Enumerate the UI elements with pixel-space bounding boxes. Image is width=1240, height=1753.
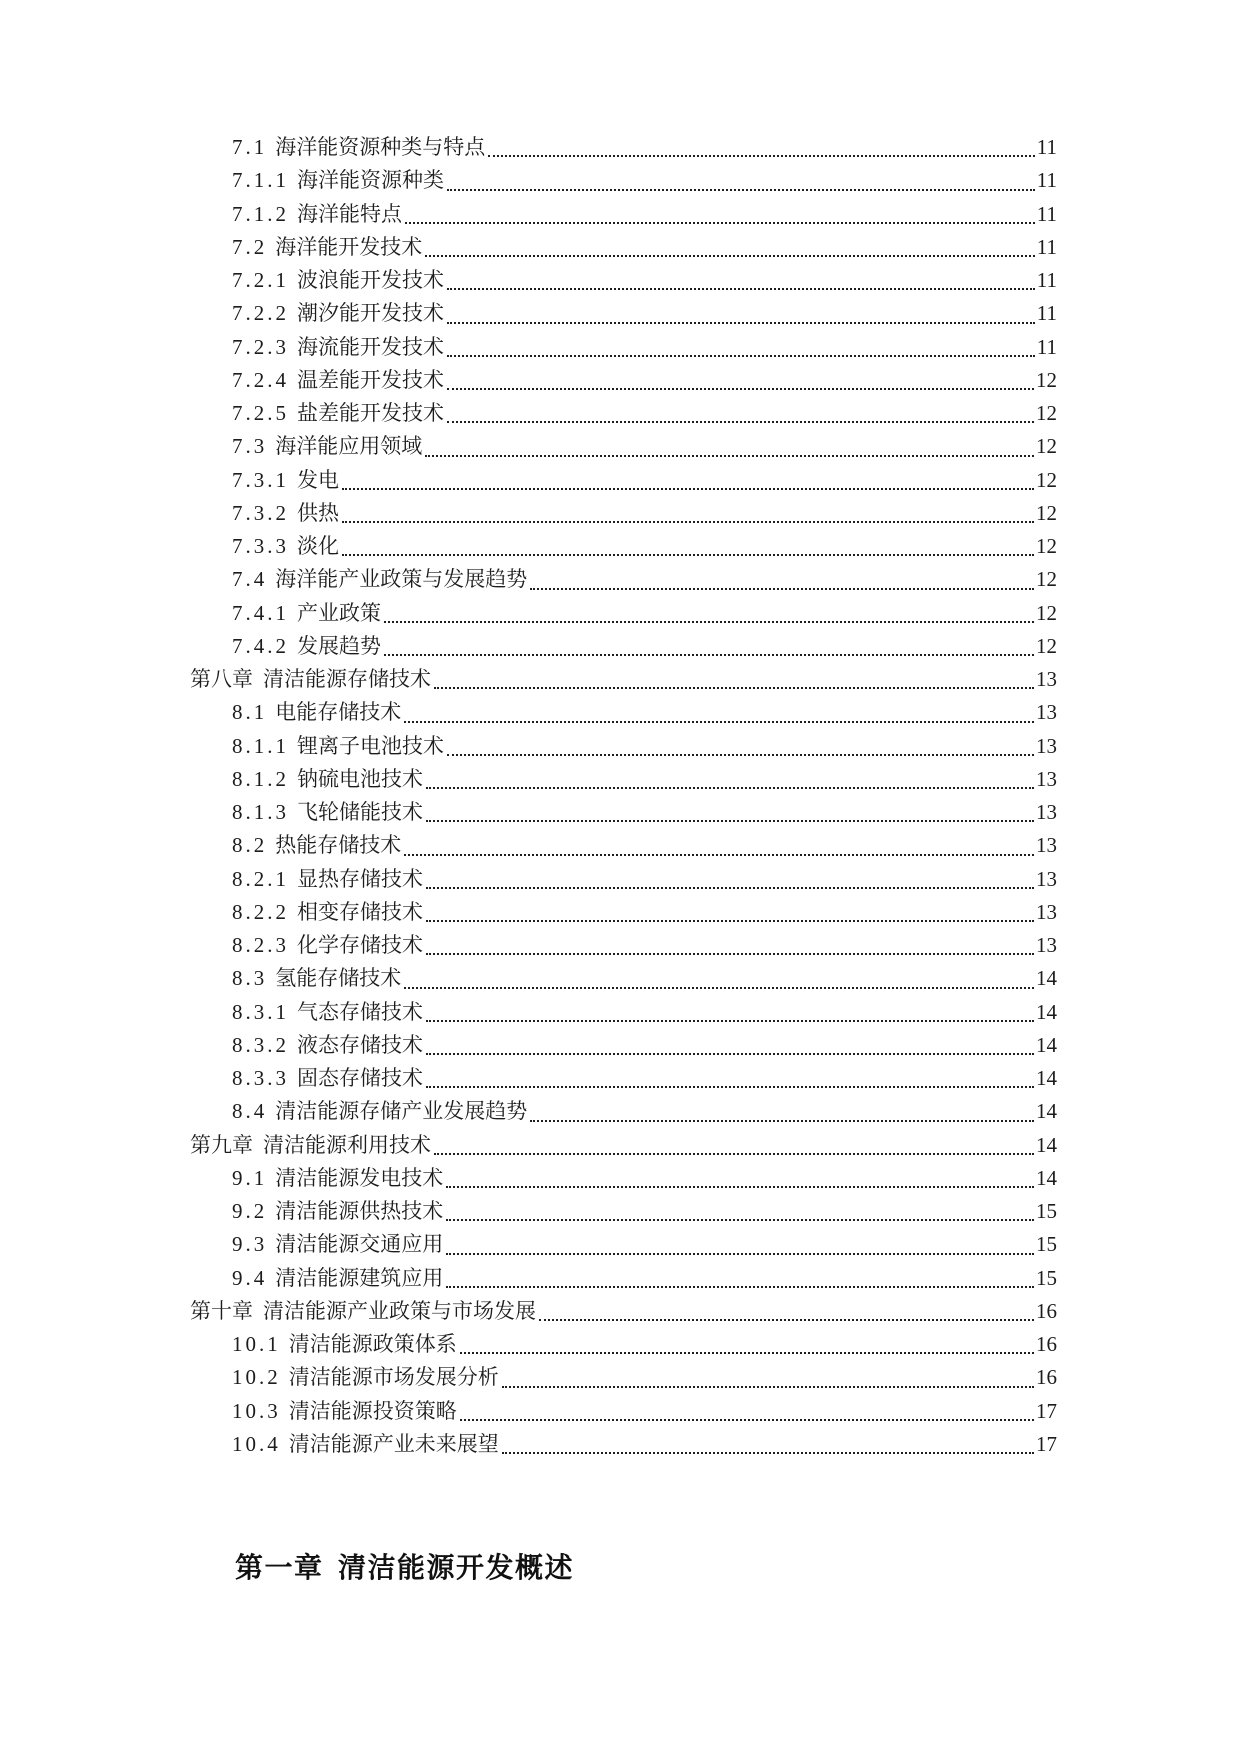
- toc-entry[interactable]: [190, 796, 1057, 829]
- toc-entry-title: 热能存储技术: [275, 833, 402, 858]
- toc-page-number: 12: [1036, 600, 1057, 625]
- toc-entry[interactable]: [190, 264, 1057, 297]
- toc-entry-number: 8.2.1: [232, 866, 289, 891]
- toc-entry[interactable]: [190, 297, 1057, 330]
- toc-entry-title: 清洁能源交通应用: [275, 1232, 444, 1257]
- toc-entry[interactable]: [190, 1262, 1057, 1295]
- toc-entry-number: 10.1: [232, 1332, 281, 1356]
- dotted-leader: [530, 1120, 1034, 1122]
- toc-entry-number: 7.2.2: [232, 301, 289, 326]
- toc-entry-title: 液态存储技术: [297, 1032, 423, 1057]
- toc-page-number: 12: [1036, 401, 1057, 425]
- toc-page-number: 12: [1036, 367, 1057, 392]
- toc-page-number: 13: [1036, 866, 1057, 891]
- toc-entry-title: 产业政策: [297, 600, 381, 625]
- toc-entry-number: 7.1: [232, 135, 268, 159]
- toc-page-number: 13: [1036, 700, 1057, 725]
- toc-entry-title: 清洁能源市场发展分析: [288, 1365, 499, 1390]
- toc-page-number: 12: [1036, 534, 1057, 558]
- toc-entry[interactable]: [190, 198, 1057, 231]
- dotted-leader: [342, 488, 1034, 490]
- dotted-leader: [446, 1186, 1034, 1188]
- toc-entry[interactable]: [190, 1361, 1057, 1394]
- toc-entry[interactable]: [190, 563, 1057, 596]
- toc-page-number: 14: [1036, 1132, 1057, 1157]
- toc-page-number: 11: [1036, 201, 1057, 226]
- toc-entry-title: 清洁能源发电技术: [275, 1165, 444, 1190]
- toc-entry-title: 盐差能开发技术: [297, 401, 444, 425]
- dotted-leader: [447, 288, 1035, 290]
- dotted-leader: [426, 787, 1034, 789]
- toc-entry-number: 7.2: [232, 234, 268, 259]
- toc-page-number: 14: [1036, 999, 1057, 1024]
- toc-entry-title: 清洁能源存储产业发展趋势: [275, 1099, 528, 1124]
- toc-entry-number: 9.1: [232, 1165, 268, 1190]
- toc-entry-title: 清洁能源利用技术: [263, 1132, 431, 1157]
- toc-entry[interactable]: [190, 497, 1057, 530]
- toc-page-number: 11: [1036, 334, 1057, 359]
- toc-entry[interactable]: [190, 1428, 1057, 1461]
- toc-page-number: 13: [1036, 667, 1057, 691]
- dotted-leader: [539, 1319, 1034, 1321]
- dotted-leader: [446, 1253, 1034, 1255]
- dotted-leader: [426, 1086, 1034, 1088]
- toc-page-number: 12: [1036, 567, 1057, 592]
- dotted-leader: [342, 521, 1034, 523]
- toc-page-number: 16: [1036, 1332, 1057, 1356]
- chapter-one-heading: 第一章 清洁能源开发概述: [235, 1553, 575, 1584]
- toc-entry-title: 清洁能源产业未来展望: [288, 1431, 499, 1456]
- table-of-contents: [190, 131, 1057, 1461]
- toc-entry-title: 清洁能源政策体系: [288, 1332, 457, 1356]
- toc-page-number: 12: [1036, 633, 1057, 658]
- toc-entry-title: 固态存储技术: [297, 1066, 423, 1090]
- toc-page-number: 16: [1036, 1298, 1057, 1323]
- dotted-leader: [447, 355, 1035, 357]
- toc-entry-number: 8.4: [232, 1099, 268, 1124]
- toc-entry-number: 7.2.1: [232, 268, 289, 292]
- toc-entry-title: 电能存储技术: [275, 700, 402, 725]
- toc-entry[interactable]: [190, 1062, 1057, 1095]
- toc-entry-title: 温差能开发技术: [297, 367, 444, 392]
- toc-entry-title: 清洁能源投资策略: [288, 1398, 457, 1423]
- toc-page-number: 13: [1036, 899, 1057, 924]
- dotted-leader: [426, 953, 1034, 955]
- toc-entry-number: 7.4.2: [232, 633, 289, 658]
- toc-entry-title: 海洋能资源种类: [297, 168, 444, 193]
- toc-entry-title: 钠硫电池技术: [297, 766, 423, 791]
- toc-entry[interactable]: [190, 131, 1057, 164]
- toc-entry[interactable]: [190, 430, 1057, 463]
- toc-entry-number: 9.2: [232, 1199, 268, 1223]
- toc-entry[interactable]: [190, 597, 1057, 630]
- dotted-leader: [434, 1153, 1034, 1155]
- dotted-leader: [404, 721, 1034, 723]
- toc-entry-number: 7.3.2: [232, 500, 289, 525]
- toc-entry[interactable]: [190, 1195, 1057, 1228]
- dotted-leader: [404, 854, 1034, 856]
- toc-entry-number: 8.3.1: [232, 999, 289, 1024]
- toc-entry-number: 8.3: [232, 966, 268, 991]
- dotted-leader: [460, 1419, 1034, 1421]
- toc-entry[interactable]: [190, 962, 1057, 995]
- toc-entry[interactable]: [190, 929, 1057, 962]
- toc-entry-number: 8.3.3: [232, 1066, 289, 1090]
- toc-entry[interactable]: [190, 364, 1057, 397]
- toc-page-number: 11: [1036, 301, 1057, 326]
- dotted-leader: [447, 754, 1034, 756]
- dotted-leader: [425, 455, 1034, 457]
- toc-entry-title: 发展趋势: [297, 633, 381, 658]
- toc-page-number: 15: [1036, 1265, 1057, 1290]
- toc-entry[interactable]: [190, 863, 1057, 896]
- dotted-leader: [446, 1286, 1034, 1288]
- toc-page-number: 14: [1036, 1066, 1057, 1090]
- toc-page-number: 17: [1036, 1431, 1057, 1456]
- toc-entry[interactable]: [190, 696, 1057, 729]
- toc-page-number: 11: [1036, 135, 1057, 159]
- toc-entry-number: 10.2: [232, 1365, 281, 1390]
- dotted-leader: [434, 687, 1034, 689]
- toc-entry[interactable]: [190, 397, 1057, 430]
- toc-entry-number: 10.3: [232, 1398, 281, 1423]
- dotted-leader: [447, 388, 1034, 390]
- toc-entry[interactable]: [190, 1129, 1057, 1162]
- dotted-leader: [460, 1352, 1034, 1354]
- dotted-leader: [502, 1386, 1034, 1388]
- toc-page-number: 14: [1036, 1032, 1057, 1057]
- toc-page-number: 11: [1036, 168, 1057, 193]
- toc-entry-number: 7.3.3: [232, 534, 289, 558]
- toc-page-number: 16: [1036, 1365, 1057, 1390]
- toc-entry-number: 8.3.2: [232, 1032, 289, 1057]
- toc-page-number: 13: [1036, 833, 1057, 858]
- toc-entry-number: 第八章: [190, 667, 253, 691]
- toc-entry-number: 7.2.3: [232, 334, 289, 359]
- dotted-leader: [342, 554, 1034, 556]
- toc-entry[interactable]: [190, 1162, 1057, 1195]
- toc-entry-number: 10.4: [232, 1431, 281, 1456]
- toc-entry[interactable]: [190, 763, 1057, 796]
- toc-entry-title: 飞轮储能技术: [297, 800, 423, 824]
- toc-entry-number: 7.1.1: [232, 168, 289, 193]
- toc-entry-title: 显热存储技术: [297, 866, 423, 891]
- toc-page-number: 14: [1036, 1165, 1057, 1190]
- toc-entry[interactable]: [190, 996, 1057, 1029]
- toc-entry-number: 8.1.1: [232, 733, 289, 758]
- toc-entry-number: 8.1.3: [232, 800, 289, 824]
- toc-entry-title: 相变存储技术: [297, 899, 423, 924]
- dotted-leader: [446, 1219, 1034, 1221]
- toc-entry-title: 海洋能开发技术: [275, 234, 423, 259]
- toc-page-number: 13: [1036, 733, 1057, 758]
- toc-entry[interactable]: [190, 331, 1057, 364]
- toc-entry-number: 8.2.3: [232, 933, 289, 957]
- toc-entry-title: 清洁能源建筑应用: [275, 1265, 444, 1290]
- dotted-leader: [405, 222, 1035, 224]
- toc-entry-title: 气态存储技术: [297, 999, 423, 1024]
- toc-entry-title: 发电: [297, 467, 339, 492]
- toc-page-number: 12: [1036, 500, 1057, 525]
- toc-entry[interactable]: [190, 1029, 1057, 1062]
- toc-entry-title: 海洋能资源种类与特点: [275, 135, 486, 159]
- toc-entry-number: 7.3: [232, 434, 268, 459]
- toc-entry-title: 锂离子电池技术: [297, 733, 444, 758]
- toc-entry-number: 8.1.2: [232, 766, 289, 791]
- toc-entry-number: 8.2.2: [232, 899, 289, 924]
- toc-page-number: 15: [1036, 1199, 1057, 1223]
- toc-page-number: 12: [1036, 434, 1057, 459]
- toc-entry-number: 9.4: [232, 1265, 268, 1290]
- toc-entry-number: 8.2: [232, 833, 268, 858]
- dotted-leader: [426, 820, 1034, 822]
- toc-entry[interactable]: [190, 464, 1057, 497]
- dotted-leader: [447, 322, 1035, 324]
- toc-entry-number: 7.2.4: [232, 367, 289, 392]
- dotted-leader: [447, 421, 1034, 423]
- dotted-leader: [404, 987, 1034, 989]
- toc-entry-title: 清洁能源存储技术: [263, 667, 431, 691]
- dotted-leader: [426, 920, 1034, 922]
- toc-page-number: 14: [1036, 1099, 1057, 1124]
- toc-entry[interactable]: [190, 1395, 1057, 1428]
- dotted-leader: [530, 588, 1034, 590]
- dotted-leader: [384, 621, 1034, 623]
- toc-entry[interactable]: [190, 730, 1057, 763]
- dotted-leader: [447, 189, 1035, 191]
- toc-entry-title: 海洋能特点: [297, 201, 402, 226]
- toc-entry-title: 海洋能应用领域: [275, 434, 423, 459]
- toc-entry-number: 7.1.2: [232, 201, 289, 226]
- toc-entry[interactable]: [190, 829, 1057, 862]
- toc-entry[interactable]: [190, 164, 1057, 197]
- toc-entry[interactable]: [190, 530, 1057, 563]
- dotted-leader: [488, 155, 1035, 157]
- dotted-leader: [426, 1053, 1034, 1055]
- toc-entry-title: 清洁能源产业政策与市场发展: [263, 1298, 536, 1323]
- toc-entry[interactable]: [190, 1328, 1057, 1361]
- dotted-leader: [426, 887, 1034, 889]
- dotted-leader: [426, 1020, 1034, 1022]
- toc-entry-title: 氢能存储技术: [275, 966, 402, 991]
- toc-entry[interactable]: [190, 1228, 1057, 1261]
- dotted-leader: [502, 1452, 1034, 1454]
- toc-page-number: 13: [1036, 766, 1057, 791]
- toc-entry-title: 清洁能源供热技术: [275, 1199, 444, 1223]
- toc-entry-number: 第九章: [190, 1132, 253, 1157]
- toc-entry-title: 波浪能开发技术: [297, 268, 444, 292]
- toc-entry[interactable]: [190, 896, 1057, 929]
- toc-entry-title: 海流能开发技术: [297, 334, 444, 359]
- toc-entry[interactable]: [190, 1095, 1057, 1128]
- toc-page-number: 13: [1036, 800, 1057, 824]
- toc-entry-number: 8.1: [232, 700, 268, 725]
- toc-entry-number: 9.3: [232, 1232, 268, 1257]
- toc-entry[interactable]: [190, 1295, 1057, 1328]
- toc-page-number: 13: [1036, 933, 1057, 957]
- toc-entry-title: 海洋能产业政策与发展趋势: [275, 567, 528, 592]
- toc-entry-number: 7.2.5: [232, 401, 289, 425]
- toc-entry-title: 化学存储技术: [297, 933, 423, 957]
- toc-page-number: 11: [1036, 234, 1057, 259]
- toc-page-number: 17: [1036, 1398, 1057, 1423]
- toc-entry-title: 淡化: [297, 534, 339, 558]
- toc-entry[interactable]: [190, 630, 1057, 663]
- dotted-leader: [425, 255, 1035, 257]
- toc-page-number: 15: [1036, 1232, 1057, 1257]
- toc-entry-title: 供热: [297, 500, 339, 525]
- toc-entry[interactable]: [190, 663, 1057, 696]
- dotted-leader: [384, 654, 1034, 656]
- toc-entry-number: 7.3.1: [232, 467, 289, 492]
- toc-entry-number: 7.4: [232, 567, 268, 592]
- toc-entry-title: 潮汐能开发技术: [297, 301, 444, 326]
- toc-entry[interactable]: [190, 231, 1057, 264]
- toc-page-number: 12: [1036, 467, 1057, 492]
- toc-entry-number: 7.4.1: [232, 600, 289, 625]
- toc-page-number: 14: [1036, 966, 1057, 991]
- toc-page-number: 11: [1036, 268, 1057, 292]
- toc-entry-number: 第十章: [190, 1298, 253, 1323]
